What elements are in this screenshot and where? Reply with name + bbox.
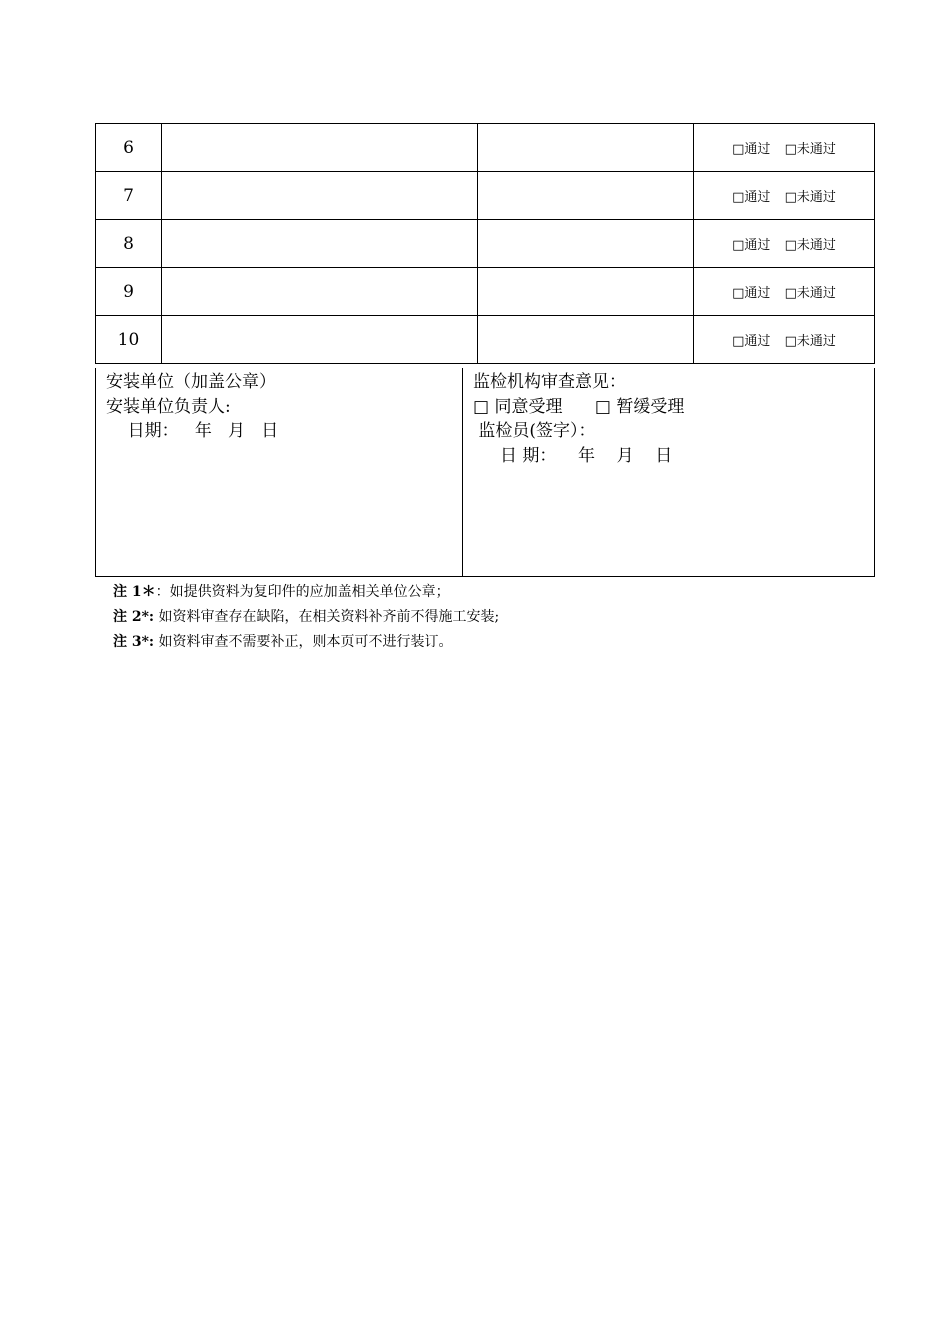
note-1: [113, 580, 499, 605]
result-cell: [694, 172, 875, 220]
review-items-table: [95, 123, 875, 364]
pass-checkbox[interactable]: □通过: [732, 238, 771, 253]
installer-date-label: 日期： 年 月 日: [106, 421, 279, 441]
pass-checkbox[interactable]: □通过: [732, 190, 771, 205]
inspector-signature-label: 监检员(签字）：: [473, 421, 596, 441]
pass-checkbox[interactable]: □通过: [732, 286, 771, 301]
pass-checkbox[interactable]: □通过: [732, 334, 771, 349]
item-cell: [162, 124, 478, 172]
content-cell: [478, 316, 694, 364]
item-cell: [162, 220, 478, 268]
content-cell: [478, 268, 694, 316]
signature-section: [95, 368, 875, 577]
row-number: 10: [96, 316, 162, 364]
result-cell: [694, 124, 875, 172]
result-cell: [694, 268, 875, 316]
result-cell: [694, 316, 875, 364]
item-cell: [162, 316, 478, 364]
pass-checkbox[interactable]: □通过: [732, 142, 771, 157]
fail-checkbox[interactable]: □未通过: [784, 190, 836, 205]
installer-manager-label: 安装单位负责人:: [106, 396, 231, 417]
fail-checkbox[interactable]: □未通过: [784, 286, 836, 301]
row-number: 6: [96, 124, 162, 172]
table-row: [96, 316, 875, 364]
note-label: 注 3*:: [113, 634, 155, 650]
table-row: [96, 220, 875, 268]
opinion-options: [473, 395, 874, 420]
inspector-date-label: 日 期： 年 月 日: [473, 445, 673, 466]
table-row: [96, 268, 875, 316]
table-row: [96, 172, 875, 220]
note-3: [113, 630, 499, 655]
content-cell: [478, 220, 694, 268]
inspection-opinion-label: 监检机构审查意见：: [473, 372, 626, 392]
agree-checkbox[interactable]: □ 同意受理: [473, 396, 563, 417]
installer-unit-label: 安装单位（加盖公章）: [106, 372, 276, 392]
item-cell: [162, 268, 478, 316]
note-text: ：如提供资料为复印件的应加盖相关单位公章；: [155, 584, 450, 600]
fail-checkbox[interactable]: □未通过: [784, 334, 836, 349]
note-2: [113, 605, 499, 630]
note-label: 注 2*:: [113, 609, 155, 625]
row-number: 8: [96, 220, 162, 268]
fail-checkbox[interactable]: □未通过: [784, 238, 836, 253]
note-text: 如资料审查存在缺陷，在相关资料补齐前不得施工安装;: [154, 609, 500, 625]
content-cell: [478, 124, 694, 172]
row-number: 9: [96, 268, 162, 316]
result-cell: [694, 220, 875, 268]
defer-checkbox[interactable]: □ 暂缓受理: [594, 396, 685, 417]
note-label: 注 1＊: [113, 584, 156, 600]
note-text: 如资料审查不需要补正，则本页可不进行装订。: [154, 634, 453, 650]
table-row: [96, 124, 875, 172]
fail-checkbox[interactable]: □未通过: [784, 142, 836, 157]
item-cell: [162, 172, 478, 220]
notes-section: [113, 580, 499, 655]
installer-signature-box: [96, 368, 463, 576]
content-cell: [478, 172, 694, 220]
row-number: 7: [96, 172, 162, 220]
inspection-opinion-box: [463, 368, 874, 576]
